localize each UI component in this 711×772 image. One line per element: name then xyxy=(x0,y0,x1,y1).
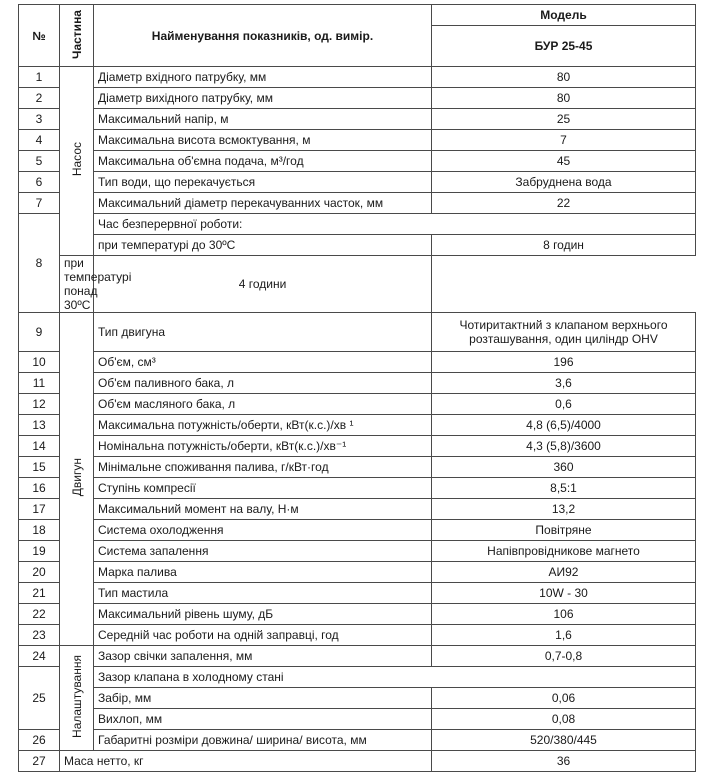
row-param: Максимальний діаметр перекачуванних часток, мм xyxy=(94,193,432,214)
row-number: 6 xyxy=(19,172,60,193)
subrow-value: 0,08 xyxy=(432,709,696,730)
row-param: Система охолодження xyxy=(94,520,432,541)
row-number: 17 xyxy=(19,499,60,520)
row-value: 0,7-0,8 xyxy=(432,646,696,667)
row-value: 360 xyxy=(432,457,696,478)
row-value: 7 xyxy=(432,130,696,151)
header-model-name: БУР 25-45 xyxy=(432,26,696,67)
table-row xyxy=(19,109,696,130)
row-value: 80 xyxy=(432,67,696,88)
table-row xyxy=(19,88,696,109)
table-row xyxy=(19,214,696,235)
row-number: 7 xyxy=(19,193,60,214)
row-value: Повітряне xyxy=(432,520,696,541)
row-number: 24 xyxy=(19,646,60,667)
row-param: Тип мастила xyxy=(94,583,432,604)
row-number: 25 xyxy=(19,667,60,730)
table-row xyxy=(19,352,696,373)
table-row xyxy=(19,478,696,499)
table-row xyxy=(19,415,696,436)
row-value: 25 xyxy=(432,109,696,130)
row-value: 80 xyxy=(432,88,696,109)
section-pump: Насос xyxy=(60,67,94,256)
row-param: Об'єм масляного бака, л xyxy=(94,394,432,415)
row-number: 1 xyxy=(19,67,60,88)
row-param: Максимальна об'ємна подача, м³/год xyxy=(94,151,432,172)
row-number: 13 xyxy=(19,415,60,436)
row-param: Номінальна потужність/оберти, кВт(к.с.)/хв⁻¹ xyxy=(94,436,432,457)
table-row xyxy=(19,457,696,478)
row-value: 4,3 (5,8)/3600 xyxy=(432,436,696,457)
subrow-value: 0,06 xyxy=(432,688,696,709)
row-number: 11 xyxy=(19,373,60,394)
table-subrow xyxy=(19,709,696,730)
row-number: 22 xyxy=(19,604,60,625)
row-param: Тип води, що перекачується xyxy=(94,172,432,193)
row-value: 3,6 xyxy=(432,373,696,394)
row-param: Діаметр вхідного патрубку, мм xyxy=(94,67,432,88)
row-value: 106 xyxy=(432,604,696,625)
row-value: Напівпровідникове магнето xyxy=(432,541,696,562)
row-param: Максимальна потужність/оберти, кВт(к.с.)/хв ¹ xyxy=(94,415,432,436)
row-param: Зазор клапана в холодному стані xyxy=(94,667,696,688)
row-param: Система запалення xyxy=(94,541,432,562)
table-row xyxy=(19,604,696,625)
row-number: 14 xyxy=(19,436,60,457)
table-row xyxy=(19,172,696,193)
table-row xyxy=(19,520,696,541)
row-number: 4 xyxy=(19,130,60,151)
subrow-param: при температурі до 30ºС xyxy=(94,235,432,256)
row-value: 13,2 xyxy=(432,499,696,520)
table-subrow xyxy=(19,235,696,256)
table-row xyxy=(19,583,696,604)
row-number: 20 xyxy=(19,562,60,583)
table-row xyxy=(19,130,696,151)
row-param: Середній час роботи на одній заправці, год xyxy=(94,625,432,646)
row-param: Час безперервної роботи: xyxy=(94,214,696,235)
subrow-param: при температурі понад 30ºС xyxy=(60,256,94,313)
row-value: 36 xyxy=(432,751,696,772)
row-value: 22 xyxy=(432,193,696,214)
row-value: 0,6 xyxy=(432,394,696,415)
header-num: № xyxy=(19,5,60,67)
row-param: Діаметр вихідного патрубку, мм xyxy=(94,88,432,109)
subrow-param: Забір, мм xyxy=(94,688,432,709)
row-number: 10 xyxy=(19,352,60,373)
row-number: 21 xyxy=(19,583,60,604)
table-row xyxy=(19,313,696,352)
row-number: 27 xyxy=(19,751,60,772)
subrow-value: 8 годин xyxy=(432,235,696,256)
table-row xyxy=(19,730,696,751)
row-value: Чотиритактний з клапаном верхнього розташування, один циліндр OHV xyxy=(432,313,696,352)
row-value: 4,8 (6,5)/4000 xyxy=(432,415,696,436)
row-param: Максимальний момент на валу, Н·м xyxy=(94,499,432,520)
header-model-label: Модель xyxy=(432,5,696,26)
table-row xyxy=(19,67,696,88)
table-row xyxy=(19,436,696,457)
row-param: Об'єм паливного бака, л xyxy=(94,373,432,394)
subrow-param: Вихлоп, мм xyxy=(94,709,432,730)
table-row xyxy=(19,193,696,214)
table-row xyxy=(19,667,696,688)
section-engine: Двигун xyxy=(60,313,94,646)
table-row xyxy=(19,646,696,667)
row-value: АИ92 xyxy=(432,562,696,583)
table-row xyxy=(19,394,696,415)
row-number: 12 xyxy=(19,394,60,415)
row-param: Об'єм, см³ xyxy=(94,352,432,373)
table-row xyxy=(19,499,696,520)
row-param: Максимальний напір, м xyxy=(94,109,432,130)
row-value: Забруднена вода xyxy=(432,172,696,193)
row-param: Максимальний рівень шуму, дБ xyxy=(94,604,432,625)
row-number: 9 xyxy=(19,313,60,352)
table-row xyxy=(19,625,696,646)
row-number: 3 xyxy=(19,109,60,130)
header-part: Частина xyxy=(60,5,94,67)
row-param: Ступінь компресії xyxy=(94,478,432,499)
header-row xyxy=(19,5,696,26)
row-param: Максимальна висота всмоктування, м xyxy=(94,130,432,151)
row-number: 15 xyxy=(19,457,60,478)
row-number: 23 xyxy=(19,625,60,646)
row-value: 10W - 30 xyxy=(432,583,696,604)
header-name: Найменування показників, од. вимір. xyxy=(94,5,432,67)
row-param: Маса нетто, кг xyxy=(60,751,432,772)
row-param: Габаритні розміри довжина/ ширина/ висота, мм xyxy=(94,730,432,751)
table-row xyxy=(19,751,696,772)
row-value: 520/380/445 xyxy=(432,730,696,751)
row-number: 19 xyxy=(19,541,60,562)
table-row xyxy=(19,373,696,394)
spec-table xyxy=(18,4,696,772)
table-subrow xyxy=(19,256,696,313)
section-setup: Налаштування xyxy=(60,646,94,751)
row-value: 8,5:1 xyxy=(432,478,696,499)
row-value: 45 xyxy=(432,151,696,172)
row-number: 5 xyxy=(19,151,60,172)
row-number: 26 xyxy=(19,730,60,751)
subrow-value: 4 години xyxy=(94,256,432,313)
row-number: 18 xyxy=(19,520,60,541)
row-number: 16 xyxy=(19,478,60,499)
table-row xyxy=(19,541,696,562)
row-param: Мінімальне споживання палива, г/кВт·год xyxy=(94,457,432,478)
row-param: Зазор свічки запалення, мм xyxy=(94,646,432,667)
table-row xyxy=(19,151,696,172)
row-number: 8 xyxy=(19,214,60,313)
row-param: Марка палива xyxy=(94,562,432,583)
row-value: 1,6 xyxy=(432,625,696,646)
row-param: Тип двигуна xyxy=(94,313,432,352)
table-subrow xyxy=(19,688,696,709)
row-number: 2 xyxy=(19,88,60,109)
table-row xyxy=(19,562,696,583)
row-value: 196 xyxy=(432,352,696,373)
